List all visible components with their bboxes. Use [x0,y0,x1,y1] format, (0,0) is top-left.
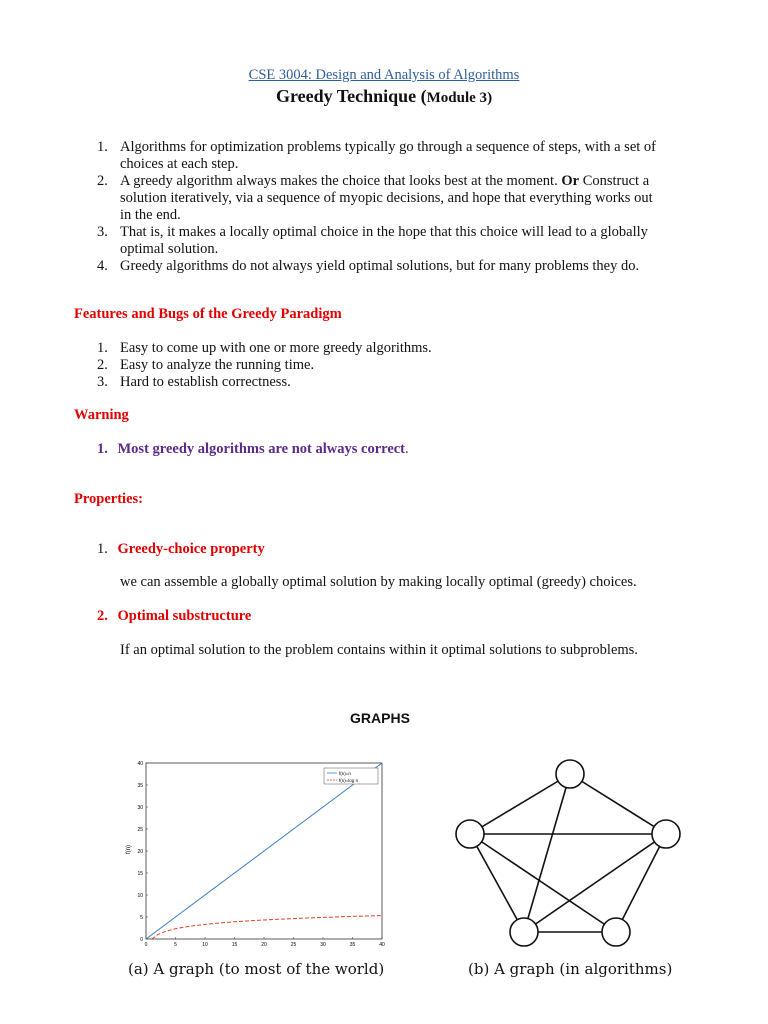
x-tick-label: 35 [349,942,356,948]
item-number: 2. [97,357,108,373]
graphs-heading: GRAPHS [350,710,410,726]
line-chart [118,754,398,954]
list-item [74,357,698,374]
warning-tail: . [405,441,409,457]
item-number: 1. [97,340,108,356]
warning-heading: Warning [74,407,129,423]
warning-item [97,441,409,458]
intro-list [74,139,698,275]
item-number: 1. [97,441,108,457]
item-text: Algorithms for optimization problems typically go through a sequence of steps, with a set of [120,139,656,155]
title-main: Greedy Technique ( [275,86,427,106]
edge [470,834,524,932]
course-title[interactable]: CSE 3004: Design and Analysis of Algorithms [248,67,520,83]
property-title: Optimal substructure [117,608,252,624]
edge [616,834,666,932]
item-text: in the end. [120,207,181,223]
list-item [74,340,698,357]
legend-label: f(n)=n [339,771,351,776]
warning-text: Most greedy algorithms are not always correct [117,441,406,457]
features-list [74,340,698,391]
node [556,760,584,788]
item-number: 3. [97,224,108,240]
x-tick-label: 25 [290,942,297,948]
node [652,820,680,848]
y-tick-label: 10 [137,893,143,899]
edge [570,774,666,834]
item-number: 3. [97,374,108,390]
y-tick-label: 5 [140,915,143,921]
legend [324,768,378,784]
list-item [74,139,698,173]
caption-b: (b) A graph (in algorithms) [468,960,673,978]
item-number: 4. [97,258,108,274]
y-tick-label: 40 [137,761,143,767]
y-tick-label: 0 [140,937,143,943]
item-number: 1. [97,139,108,155]
y-axis-label: f(n) [126,845,132,854]
item-text: Easy to analyze the running time. [120,357,315,373]
node [510,918,538,946]
y-tick-label: 20 [137,849,143,855]
x-tick-label: 15 [231,942,238,948]
list-item [74,374,698,391]
list-item [74,224,698,258]
x-tick-label: 30 [320,942,326,948]
title-module: Module 3 [426,90,488,106]
item-text: solution iteratively, via a sequence of myopic decisions, and hope that everything works out [120,190,653,206]
item-number: 1. [97,541,108,557]
property-title: Greedy-choice property [117,541,265,557]
list-item [74,173,698,224]
property-1-text: we can assemble a globally optimal solution by making locally optimal (greedy) choices. [120,574,637,590]
item-text: Hard to establish correctness. [120,374,291,390]
x-tick-label: 40 [379,942,385,948]
properties-heading: Properties: [74,491,143,507]
x-tick-label: 20 [261,942,267,948]
title-close: ) [487,90,493,106]
item-number: 2. [97,173,108,189]
y-tick-label: 15 [137,871,143,877]
caption-a: (a) A graph (to most of the world) [128,960,385,978]
graph-diagram [440,752,700,952]
item-number: 2. [97,608,108,624]
features-heading: Features and Bugs of the Greedy Paradigm [74,306,342,322]
x-tick-label: 5 [174,942,177,948]
item-text: Construct a [579,173,650,189]
property-2-text: If an optimal solution to the problem contains within it optimal solutions to subproblems. [120,642,638,658]
item-text: Easy to come up with one or more greedy algorithms. [120,340,432,356]
property-2-title [97,608,251,625]
y-tick-label: 35 [137,783,143,789]
item-text: optimal solution. [120,241,219,257]
item-text: A greedy algorithm always makes the choice that looks best at the moment. [120,173,562,189]
list-item [74,258,698,275]
node [456,820,484,848]
x-tick-label: 0 [144,942,148,948]
y-tick-label: 25 [137,827,143,833]
legend-label: f(n)=log n [339,778,359,783]
property-1-title [97,541,265,558]
item-text: Greedy algorithms do not always yield optimal solutions, but for many problems they do. [120,258,640,274]
item-text: choices at each step. [120,156,239,172]
item-bold: Or [561,173,580,189]
page-title [0,86,768,107]
item-text: That is, it makes a locally optimal choice in the hope that this choice will lead to a globally [120,224,648,240]
y-tick-label: 30 [137,805,143,811]
x-tick-label: 10 [202,942,208,948]
node [602,918,630,946]
